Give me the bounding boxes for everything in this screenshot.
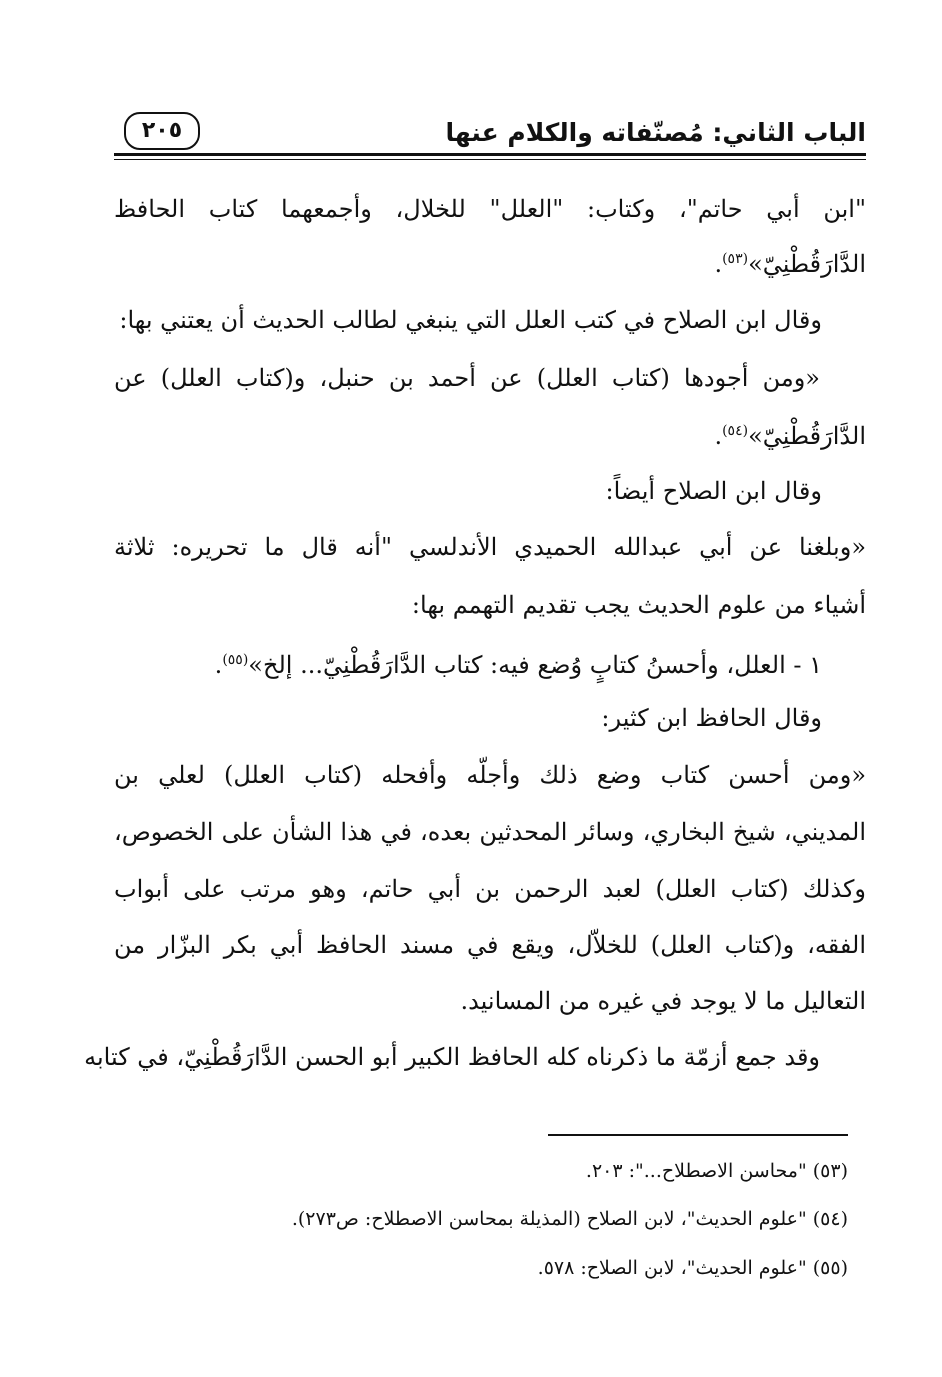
body-line-16: وقد جمع أزمّة ما ذكرناه كله الحافظ الكبير أبو الحسن الدَّارَقُطْنِيّ، في كتابه <box>84 1043 820 1071</box>
body-line-11: «ومن أحسن كتاب وضع ذلك وأجلّه وأفحله (كتاب العلل) لعلي بن <box>114 761 866 789</box>
footnote-ref-55: (٥٥) <box>222 652 249 668</box>
body-line-5: الدَّارَقُطْنِيّ»$^{(٥٤)}$. <box>714 422 866 450</box>
body-line-14: الفقه، و(كتاب العلل) للخلاّل، ويقع في مسند الحافظ أبي بكر البزّار من <box>114 931 867 959</box>
footnote-ref-54: (٥٤) <box>722 423 749 439</box>
body-line-7: «وبلغنا عن أبي عبدالله الحميدي الأندلسي "أنه قال ما تحريره: ثلاثة <box>114 533 866 561</box>
body-line-9: ١ - العلل، وأحسنُ كتابٍ وُضع فيه: كتاب الدَّارَقُطْنِيّ... إلخ»$^{(٥٥)}$. <box>214 651 822 679</box>
body-line-1: "ابن أبي حاتم"، وكتاب: "العلل" للخلال، وأجمعهما كتاب الحافظ <box>114 195 866 223</box>
footnote-separator <box>548 1134 848 1136</box>
running-header <box>114 108 866 158</box>
body-line-12: المديني، شيخ البخاري، وسائر المحدثين بعده، في هذا الشأن على الخصوص، <box>114 818 866 846</box>
chapter-title: الباب الثاني: مُصنّفاته والكلام عنها <box>445 118 866 147</box>
footnote-53: (٥٣) "محاسن الاصطلاح...": ٢٠٣. <box>585 1160 848 1182</box>
body-line-6: وقال ابن الصلاح أيضاً: <box>605 477 822 505</box>
header-rule-thick <box>114 153 866 156</box>
footnote-55: (٥٥) "علوم الحديث"، لابن الصلاح: ٥٧٨. <box>537 1257 848 1279</box>
body-line-5-text: الدَّارَقُطْنِيّ» <box>748 422 866 450</box>
body-line-2-text: الدَّارَقُطْنِيّ» <box>748 250 866 278</box>
body-line-3: وقال ابن الصلاح في كتب العلل التي ينبغي لطالب الحديث أن يعتني بها: <box>119 306 822 334</box>
body-line-13: وكذلك (كتاب العلل) لعبد الرحمن بن أبي حاتم، وهو مرتب على أبواب <box>114 875 866 903</box>
body-line-4: «ومن أجودها (كتاب العلل) عن أحمد بن حنبل، و(كتاب العلل) عن <box>114 364 820 392</box>
body-line-15: التعاليل ما لا يوجد في غيره من المسانيد. <box>460 987 866 1015</box>
body-line-9-text: ١ - العلل، وأحسنُ كتابٍ وُضع فيه: كتاب الدَّارَقُطْنِيّ... إلخ» <box>248 651 822 679</box>
body-line-8: أشياء من علوم الحديث يجب تقديم التهمم بها: <box>411 591 866 619</box>
footnote-54: (٥٤) "علوم الحديث"، لابن الصلاح (المذيلة بمحاسن الاصطلاح: ص٢٧٣). <box>291 1208 848 1230</box>
footnote-ref-53: (٥٣) <box>722 251 749 267</box>
header-rule-thin <box>114 159 866 160</box>
page-number-badge: ٢٠٥ <box>124 112 200 150</box>
body-line-10: وقال الحافظ ابن كثير: <box>601 704 822 732</box>
body-line-2: الدَّارَقُطْنِيّ»$^{(٥٣)}$. <box>714 250 866 278</box>
